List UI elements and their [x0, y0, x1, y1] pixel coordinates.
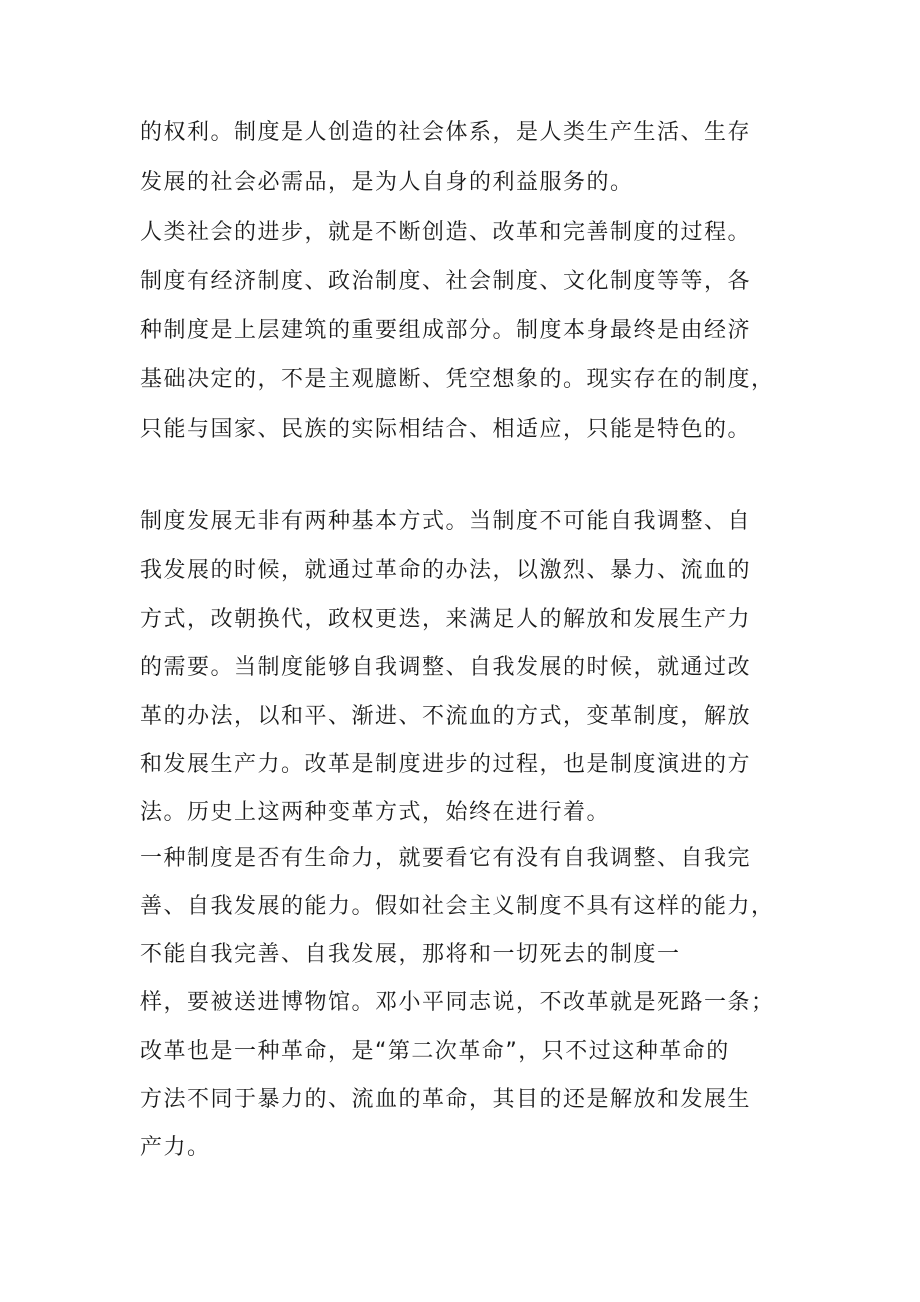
text-line: 只能与国家、民族的实际相结合、相适应，只能是特色的。 [140, 417, 752, 442]
text-line: 人类社会的进步，就是不断创造、改革和完善制度的过程。 [140, 220, 752, 245]
text-line: 革的办法，以和平、渐进、不流血的方式，变革制度，解放 [140, 704, 752, 729]
text-line: 方法不同于暴力的、流血的革命，其目的还是解放和发展生 [140, 1087, 752, 1112]
text-line: 方式，改朝换代，政权更迭，来满足人的解放和发展生产力 [140, 607, 752, 632]
text-line: 样，要被送进博物馆。邓小平同志说，不改革就是死路一条； [140, 990, 775, 1015]
text-line: 不能自我完善、自我发展，那将和一切死去的制度一 [140, 942, 681, 967]
text-line: 善、自我发展的能力。假如社会主义制度不具有这样的能力， [140, 894, 775, 919]
text-line: 制度发展无非有两种基本方式。当制度不可能自我调整、自 [140, 509, 752, 534]
text-line: 法。历史上这两种变革方式，始终在进行着。 [140, 800, 611, 825]
text-line: 发展的社会必需品，是为人自身的利益服务的。 [140, 170, 634, 195]
text-line: 基础决定的，不是主观臆断、凭空想象的。现实存在的制度， [140, 367, 775, 392]
text-line: 制度有经济制度、政治制度、社会制度、文化制度等等，各 [140, 269, 752, 294]
text-line: 种制度是上层建筑的重要组成部分。制度本身最终是由经济 [140, 318, 752, 343]
text-line: 的需要。当制度能够自我调整、自我发展的时候，就通过改 [140, 655, 752, 680]
text-line: 我发展的时候，就通过革命的办法，以激烈、暴力、流血的 [140, 558, 752, 583]
text-line: 和发展生产力。改革是制度进步的过程，也是制度演进的方 [140, 752, 752, 777]
text-line: 产力。 [140, 1135, 211, 1160]
text-line: 改革也是一种革命，是“第二次革命”，只不过这种革命的 [140, 1039, 730, 1064]
text-line: 的权利。制度是人创造的社会体系，是人类生产生活、生存 [140, 120, 752, 145]
text-line: 一种制度是否有生命力，就要看它有没有自我调整、自我完 [140, 846, 752, 871]
